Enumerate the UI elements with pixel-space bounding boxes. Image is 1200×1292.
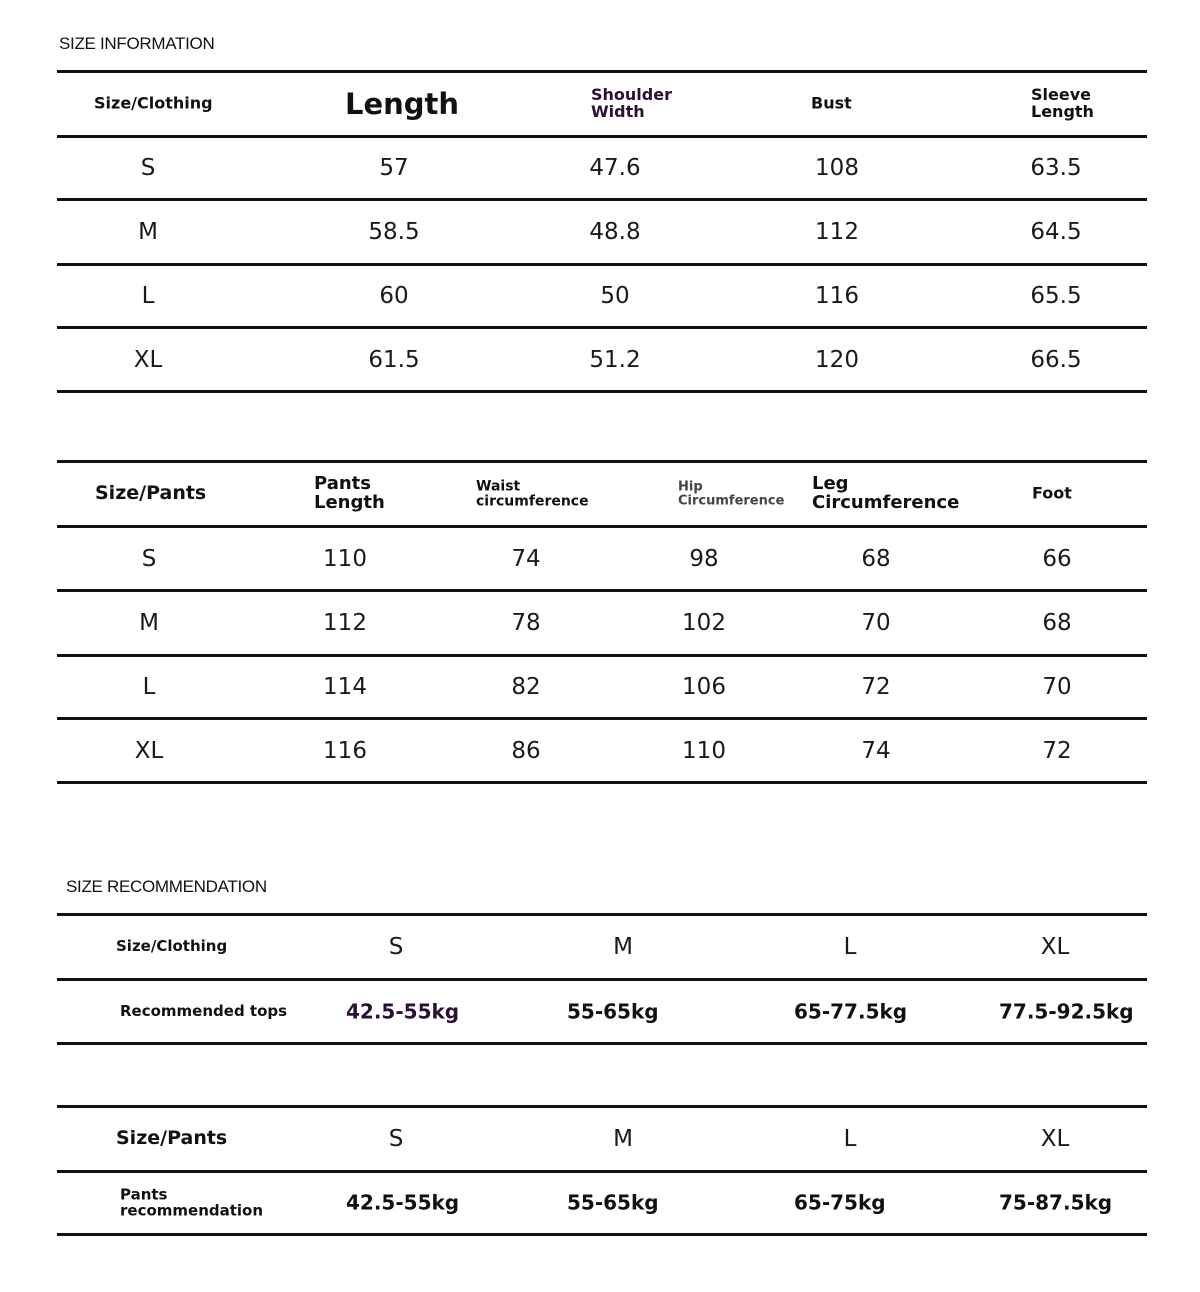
cell-size: L [141, 282, 155, 309]
pants-recommendation-table [57, 1105, 1147, 1236]
cell-size: M [138, 218, 158, 245]
table-rule [57, 1042, 1147, 1045]
table-row [57, 528, 1147, 589]
weight-range-m: 55-65kg [567, 999, 659, 1023]
header-size-pants: Size/Pants [95, 482, 207, 505]
cell-pants-length: 112 [323, 609, 367, 636]
header-size-pants: Size/Pants [116, 1127, 228, 1150]
table-header-row [57, 463, 1147, 525]
cell-foot: 70 [1042, 673, 1072, 700]
weight-range-l: 65-75kg [794, 1190, 886, 1215]
cell-sleeve-length: 65.5 [1030, 282, 1082, 309]
table-row [57, 657, 1147, 717]
header-hip-circumference: Hip Circumference [678, 479, 785, 508]
header-size-clothing: Size/Clothing [116, 937, 228, 956]
size-information-title: SIZE INFORMATION [59, 34, 215, 53]
cell-bust: 116 [815, 282, 859, 309]
header-shoulder-width: Shoulder Width [591, 85, 672, 121]
table-row [57, 720, 1147, 781]
cell-pants-length: 114 [323, 673, 367, 700]
header-size-clothing: Size/Clothing [94, 93, 213, 113]
cell-size: L [142, 673, 156, 700]
table-header-row [57, 73, 1147, 135]
cell-bust: 112 [815, 218, 859, 245]
table-row [57, 1173, 1147, 1233]
header-sleeve-length: Sleeve Length [1031, 85, 1094, 121]
cell-hip: 106 [682, 673, 726, 700]
header-length: Length [345, 86, 460, 121]
size-recommendation-title: SIZE RECOMMENDATION [66, 877, 267, 896]
header-bust: Bust [811, 93, 852, 113]
pants-recommendation-label: Pants recommendation [120, 1185, 264, 1219]
cell-size: XL [134, 737, 164, 764]
table-header-row [57, 916, 1147, 978]
size-m: M [613, 933, 633, 960]
weight-range-m: 55-65kg [567, 1190, 659, 1215]
cell-waist: 86 [511, 737, 541, 764]
weight-range-s: 42.5-55kg [346, 1190, 460, 1215]
cell-shoulder-width: 47.6 [589, 154, 641, 181]
cell-length: 58.5 [368, 218, 420, 245]
table-header-row [57, 1108, 1147, 1170]
cell-waist: 74 [511, 545, 541, 572]
cell-shoulder-width: 51.2 [589, 346, 641, 373]
size-xl: XL [1040, 933, 1070, 960]
cell-leg: 68 [861, 545, 891, 572]
cell-hip: 98 [689, 545, 719, 572]
tops-recommendation-table [57, 913, 1147, 1045]
weight-range-xl: 77.5-92.5kg [999, 999, 1134, 1023]
cell-shoulder-width: 48.8 [589, 218, 641, 245]
cell-sleeve-length: 64.5 [1030, 218, 1082, 245]
cell-leg: 74 [861, 737, 891, 764]
cell-foot: 66 [1042, 545, 1072, 572]
cell-hip: 110 [682, 737, 726, 764]
table-row [57, 138, 1147, 198]
header-foot: Foot [1032, 483, 1072, 503]
table-row [57, 201, 1147, 263]
cell-hip: 102 [682, 609, 726, 636]
table-rule [57, 1233, 1147, 1236]
size-l: L [843, 1125, 857, 1152]
header-leg-circumference: Leg Circumference [812, 473, 960, 513]
table-row [57, 592, 1147, 654]
cell-size: XL [133, 346, 163, 373]
size-l: L [843, 933, 857, 960]
size-s: S [388, 1125, 404, 1152]
cell-bust: 108 [815, 154, 859, 181]
size-m: M [613, 1125, 633, 1152]
cell-pants-length: 110 [323, 545, 367, 572]
header-waist-circumference: Waist circumference [476, 478, 589, 509]
cell-foot: 68 [1042, 609, 1072, 636]
table-rule [57, 781, 1147, 784]
pants-size-table [57, 460, 1147, 784]
cell-sleeve-length: 66.5 [1030, 346, 1082, 373]
cell-leg: 70 [861, 609, 891, 636]
cell-waist: 78 [511, 609, 541, 636]
cell-foot: 72 [1042, 737, 1072, 764]
cell-pants-length: 116 [323, 737, 367, 764]
cell-waist: 82 [511, 673, 541, 700]
cell-sleeve-length: 63.5 [1030, 154, 1082, 181]
cell-length: 61.5 [368, 346, 420, 373]
cell-length: 57 [379, 154, 409, 181]
size-s: S [388, 933, 404, 960]
cell-size: S [140, 154, 156, 181]
table-row [57, 981, 1147, 1042]
table-rule [57, 390, 1147, 393]
cell-bust: 120 [815, 346, 859, 373]
cell-shoulder-width: 50 [600, 282, 630, 309]
recommended-tops-label: Recommended tops [120, 1001, 288, 1020]
weight-range-xl: 75-87.5kg [999, 1190, 1113, 1215]
weight-range-s: 42.5-55kg [346, 999, 460, 1023]
table-row [57, 329, 1147, 390]
cell-length: 60 [379, 282, 409, 309]
clothing-size-table [57, 70, 1147, 393]
cell-size: M [139, 609, 159, 636]
table-row [57, 266, 1147, 326]
cell-size: S [141, 545, 157, 572]
header-pants-length: Pants Length [314, 473, 385, 513]
cell-leg: 72 [861, 673, 891, 700]
size-xl: XL [1040, 1125, 1070, 1152]
weight-range-l: 65-77.5kg [794, 999, 908, 1023]
